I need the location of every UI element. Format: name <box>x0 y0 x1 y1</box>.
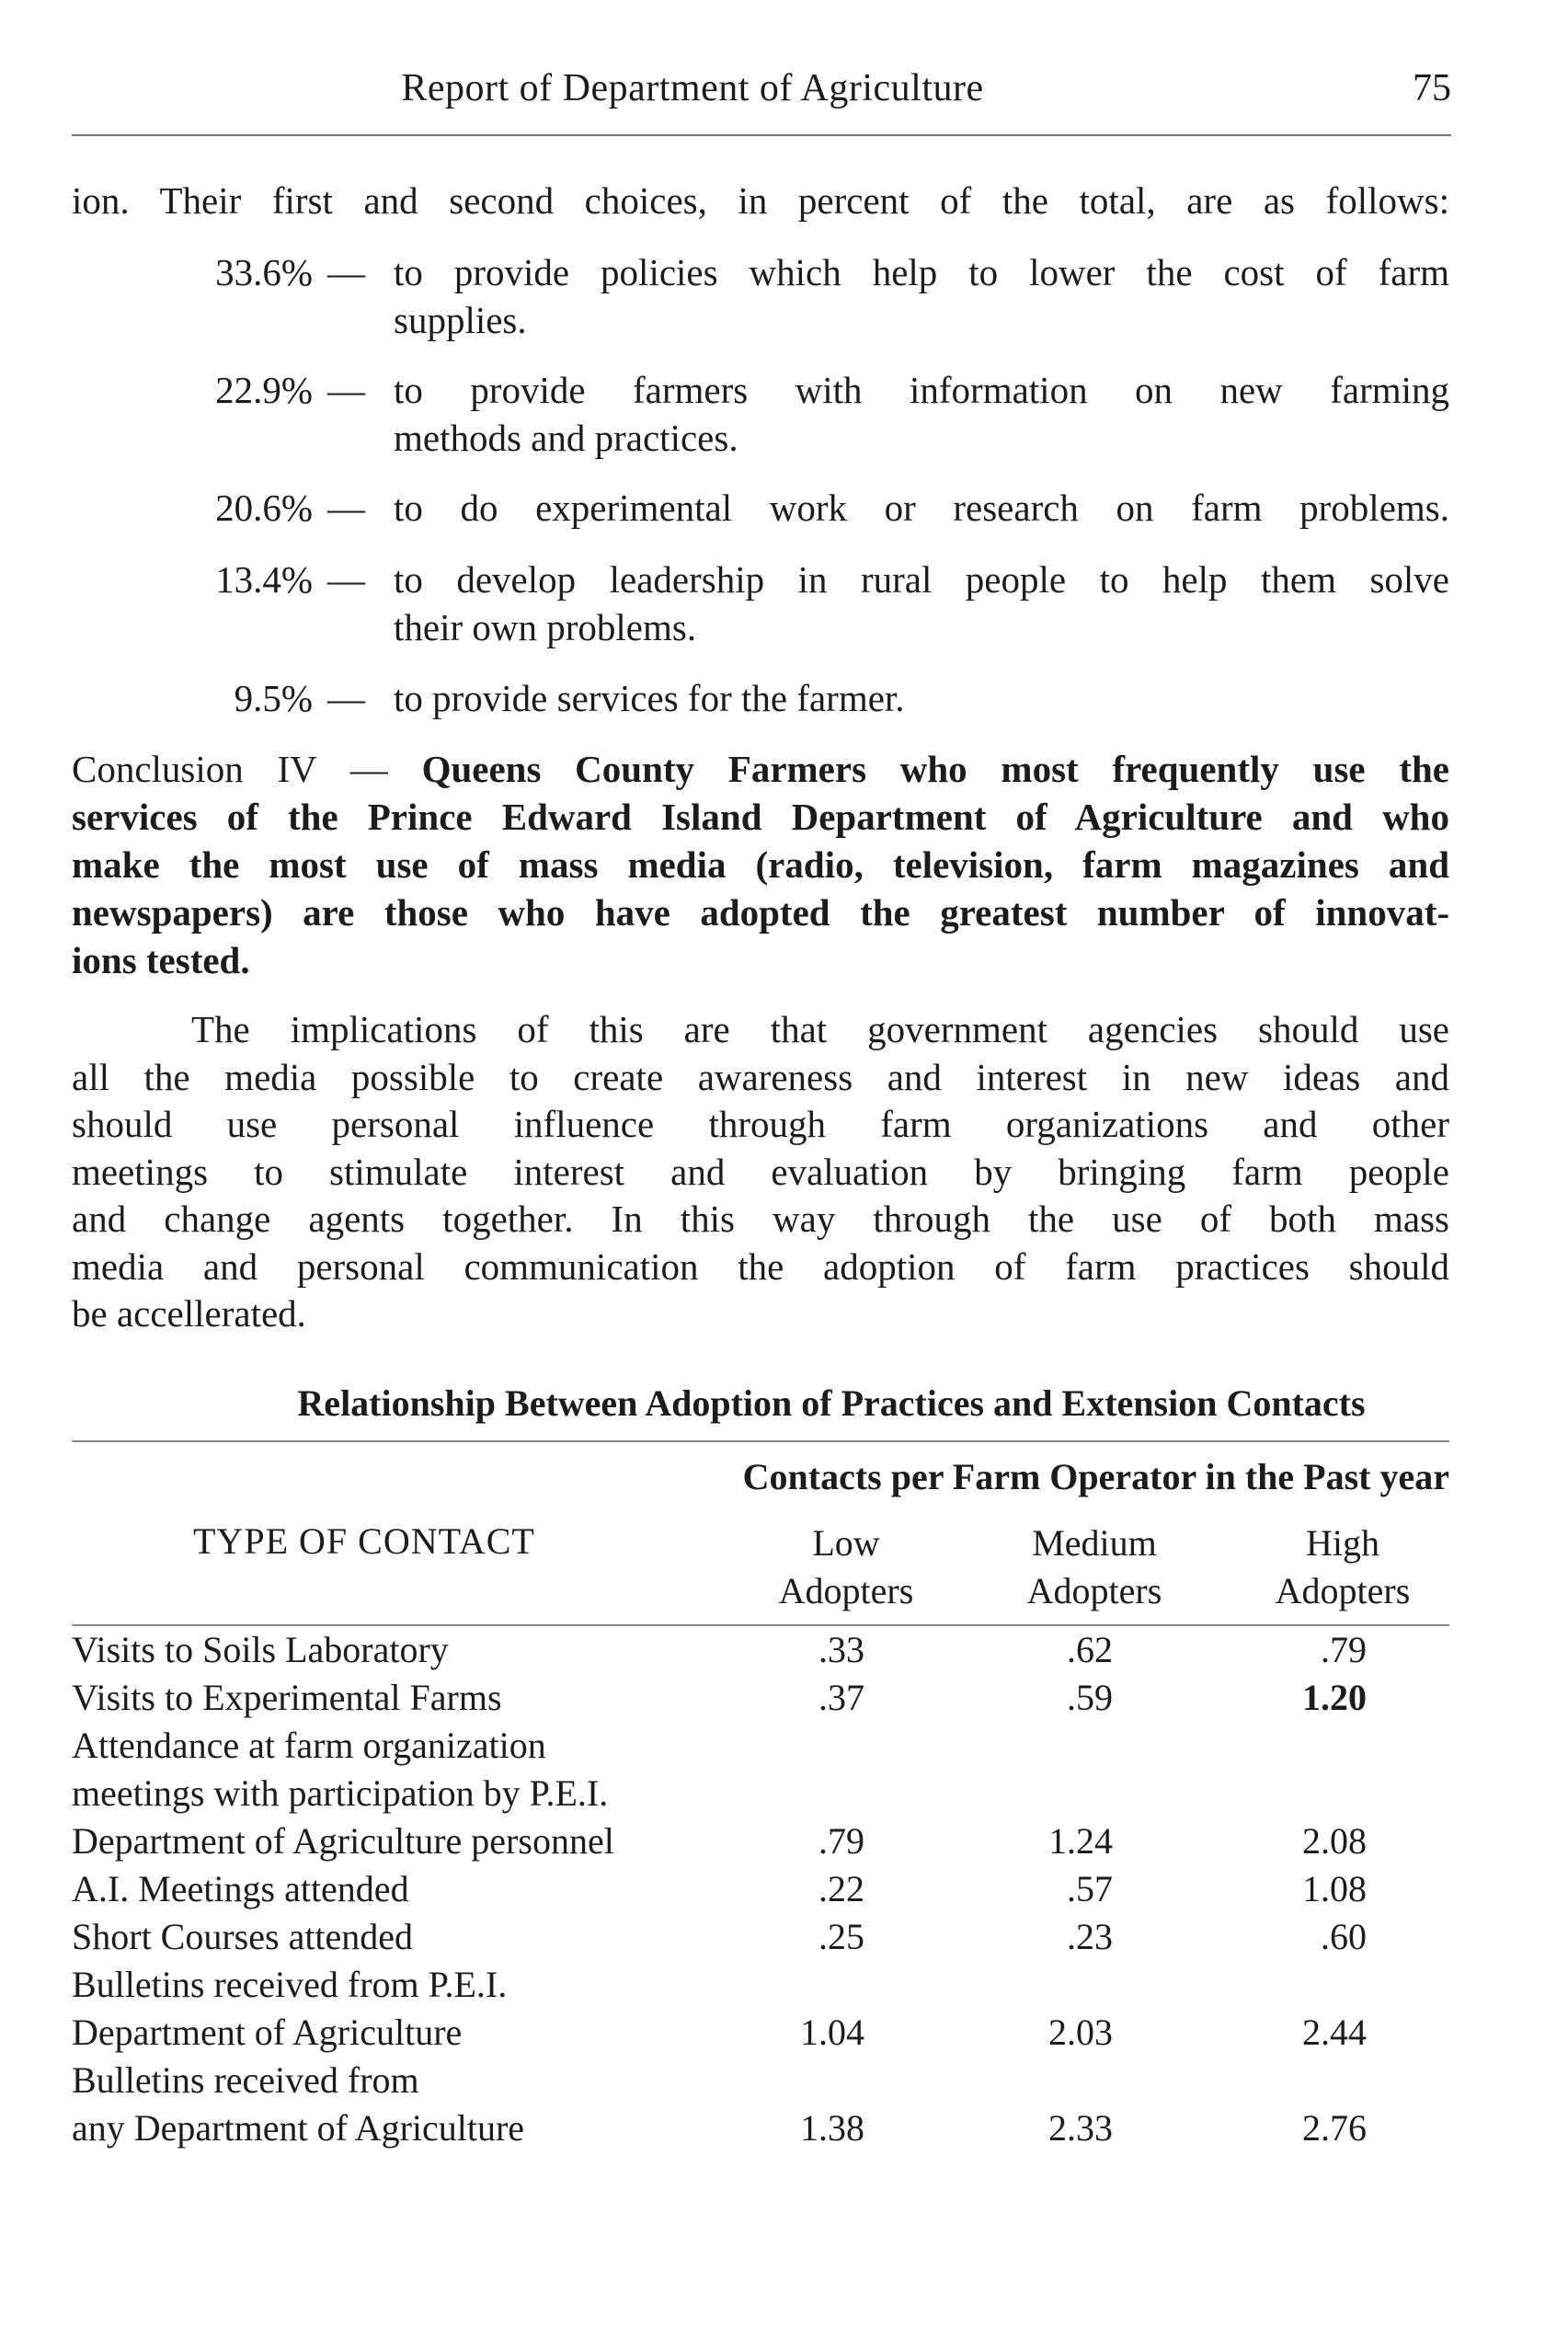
page-number: 75 <box>1413 67 1451 109</box>
paragraph-line: should use personal influence through farm organizations and other <box>72 1103 1449 1145</box>
row-label-line: meetings with participation by P.E.I. <box>72 1772 609 1814</box>
table-row-label <box>72 1626 771 1674</box>
choice-text-line: to provide farmers with information on new farming <box>394 369 1449 411</box>
cell-high: 1.20 <box>1302 1677 1367 1718</box>
row-label-line: Visits to Soils Laboratory <box>72 1629 449 1670</box>
choice-dash: — <box>327 558 365 601</box>
column-header-line: Medium <box>1032 1522 1157 1564</box>
paragraph-line: The implications of this are that government agencies should use <box>191 1008 1449 1050</box>
type-of-contact-header: TYPE OF CONTACT <box>193 1520 535 1562</box>
row-label-line: Department of Agriculture <box>72 2012 463 2053</box>
choice-percent: 20.6% <box>215 487 313 529</box>
column-header-line: Adopters <box>1026 1570 1162 1611</box>
choice-percent: 33.6% <box>215 251 313 293</box>
choice-percent: 9.5% <box>234 677 313 719</box>
choice-dash: — <box>327 487 365 529</box>
choice-percent: 22.9% <box>215 369 313 411</box>
cell-medium: 2.03 <box>1048 2012 1113 2053</box>
choice-text-line: to provide policies which help to lower the cost of farm <box>394 251 1449 293</box>
table-row-label <box>72 1722 771 1865</box>
choice-dash: — <box>327 369 365 411</box>
row-label-line: any Department of Agriculture <box>72 2107 525 2149</box>
choice-dash: — <box>327 251 365 293</box>
conclusion-text: make the most use of mass media (radio, television, farm magazines and <box>72 843 1449 886</box>
cell-high: .79 <box>1321 1629 1367 1670</box>
column-header-low <box>736 1519 956 1615</box>
column-header-line: Low <box>812 1522 880 1564</box>
choice-text <box>394 484 1449 532</box>
conclusion-text: services of the Prince Edward Island Department of Agriculture and who <box>72 796 1449 838</box>
cell-medium: .62 <box>1067 1629 1113 1670</box>
paragraph-line: all the media possible to create awareness and interest in new ideas and <box>72 1055 1449 1098</box>
cell-medium: 2.33 <box>1048 2107 1113 2149</box>
cell-low: .33 <box>818 1629 864 1670</box>
choice-text-line: supplies. <box>394 299 527 341</box>
choice-dash: — <box>327 677 365 719</box>
header-rule <box>72 134 1451 136</box>
column-header-line: Adopters <box>1275 1570 1411 1611</box>
conclusion-text: Queens County Farmers who most frequently use the <box>421 748 1450 790</box>
choice-text-line: to do experimental work or research on farm problems. <box>394 487 1449 529</box>
cell-medium: .57 <box>1067 1868 1113 1909</box>
table-row-label <box>72 1961 771 2057</box>
cell-low: .22 <box>818 1868 864 1909</box>
cell-high: 2.76 <box>1302 2107 1367 2149</box>
running-header <box>72 66 1451 121</box>
cell-high: .60 <box>1321 1916 1367 1957</box>
cell-high: 1.08 <box>1302 1868 1367 1909</box>
choice-text <box>394 248 1449 344</box>
choice-text-line: to develop leadership in rural people to help them solve <box>394 558 1449 601</box>
choice-text-line: to provide services for the farmer. <box>394 677 905 719</box>
column-header-medium <box>984 1519 1205 1615</box>
row-label-line: A.I. Meetings attended <box>72 1868 409 1909</box>
choice-text <box>394 366 1449 462</box>
cell-high: 2.44 <box>1302 2012 1367 2053</box>
paragraph-line: media and personal communication the adoption of farm practices should <box>72 1244 1449 1288</box>
column-header-line: High <box>1306 1522 1379 1564</box>
conclusion-text: newspapers) are those who have adopted the greatest number of innovat- <box>72 891 1449 934</box>
row-label-line: Visits to Experimental Farms <box>72 1677 502 1718</box>
choice-percent: 13.4% <box>215 558 313 601</box>
choice-text <box>394 674 1449 722</box>
choice-text-line: methods and practices. <box>394 417 738 459</box>
row-label-line: Attendance at farm organization <box>72 1725 546 1766</box>
conclusion-text: ions tested. <box>72 939 250 981</box>
cell-low: 1.04 <box>800 2012 864 2053</box>
choice-text <box>394 556 1449 651</box>
intro-line: ion. Their first and second choices, in percent of the total, are as follows: <box>72 179 1449 222</box>
body-paragraph <box>72 1006 1449 1338</box>
conclusion-block <box>72 745 1449 984</box>
row-label-line: Bulletins received from P.E.I. <box>72 1964 508 2005</box>
column-header-line: Adopters <box>778 1570 914 1611</box>
table-row-label <box>72 1865 771 1913</box>
table-super-header: Contacts per Farm Operator in the Past year <box>742 1456 1449 1497</box>
paragraph-line: be accellerated. <box>72 1292 306 1335</box>
cell-medium: .59 <box>1067 1677 1113 1718</box>
cell-low: 1.38 <box>800 2107 864 2149</box>
row-label-line: Department of Agriculture personnel <box>72 1820 614 1862</box>
cell-medium: 1.24 <box>1048 1820 1113 1862</box>
cell-low: .79 <box>818 1820 864 1862</box>
table-row-label <box>72 1913 771 1961</box>
paragraph-line: and change agents together. In this way through the use of both mass <box>72 1198 1449 1240</box>
cell-low: .37 <box>818 1677 864 1718</box>
conclusion-first-line <box>72 745 1449 793</box>
table-top-rule <box>72 1440 1449 1442</box>
header-title: Report of Department of Agriculture <box>401 67 984 109</box>
paragraph-line: meetings to stimulate interest and evaluation by bringing farm people <box>72 1150 1449 1193</box>
table-row-label <box>72 2057 771 2152</box>
conclusion-label: Conclusion IV — <box>72 748 388 790</box>
column-header-high <box>1232 1519 1453 1615</box>
cell-medium: .23 <box>1067 1916 1113 1957</box>
row-label-line: Bulletins received from <box>72 2059 419 2101</box>
table-row-label <box>72 1674 771 1722</box>
cell-high: 2.08 <box>1302 1820 1367 1862</box>
choice-text-line: their own problems. <box>394 606 697 648</box>
cell-low: .25 <box>818 1916 864 1957</box>
row-label-line: Short Courses attended <box>72 1916 414 1957</box>
table-title: Relationship Between Adoption of Practices and Extension Contacts <box>297 1382 1366 1424</box>
